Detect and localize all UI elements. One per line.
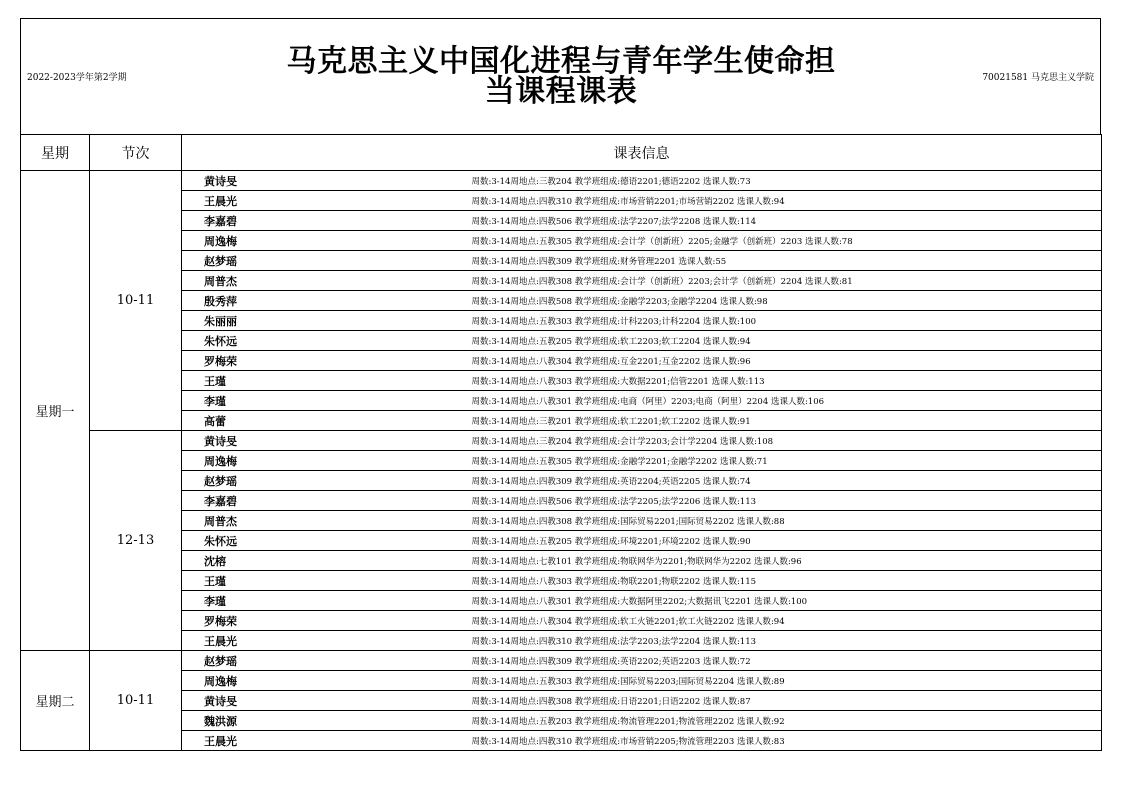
course-info-cell: 周数:3-14周地点:四教310 教学班组成:市场营销2205;物流管理2203 选课人数:83 (342, 731, 1102, 751)
table-row (21, 611, 1102, 631)
table-row (21, 231, 1102, 251)
table-row (21, 251, 1102, 271)
table-row (21, 351, 1102, 371)
teacher-cell: 周普杰 (182, 511, 342, 531)
column-header-info: 课表信息 (182, 135, 1102, 171)
table-row (21, 391, 1102, 411)
teacher-cell: 李瑾 (182, 591, 342, 611)
course-info-cell: 周数:3-14周地点:八教304 教学班组成:互金2201;互金2202 选课人数:96 (342, 351, 1102, 371)
teacher-cell: 黄诗旻 (182, 171, 342, 191)
schedule-body (21, 171, 1102, 751)
course-info-cell: 周数:3-14周地点:四教309 教学班组成:英语2202;英语2203 选课人数:72 (342, 651, 1102, 671)
table-row (21, 571, 1102, 591)
day-cell: 星期二 (21, 651, 90, 751)
table-row (21, 291, 1102, 311)
table-row (21, 491, 1102, 511)
teacher-cell: 罗梅荣 (182, 611, 342, 631)
table-row (21, 731, 1102, 751)
teacher-cell: 周普杰 (182, 271, 342, 291)
course-info-cell: 周数:3-14周地点:四教308 教学班组成:日语2201;日语2202 选课人数:87 (342, 691, 1102, 711)
table-row (21, 511, 1102, 531)
teacher-cell: 魏洪源 (182, 711, 342, 731)
title-line-2: 当课程课表 (484, 74, 638, 109)
teacher-cell: 赵梦瑶 (182, 651, 342, 671)
table-row (21, 311, 1102, 331)
teacher-cell: 王瑾 (182, 371, 342, 391)
teacher-cell: 黄诗旻 (182, 691, 342, 711)
teacher-cell: 朱怀远 (182, 331, 342, 351)
department-label: 70021581 马克思主义学院 (982, 73, 1094, 83)
course-info-cell: 周数:3-14周地点:七教101 教学班组成:物联网华为2201;物联网华为2202 选课人数:96 (342, 551, 1102, 571)
table-row (21, 331, 1102, 351)
table-row (21, 211, 1102, 231)
table-row (21, 651, 1102, 671)
course-info-cell: 周数:3-14周地点:八教303 教学班组成:大数据2201;信管2201 选课人数:113 (342, 371, 1102, 391)
page-title (261, 44, 861, 109)
schedule-table (20, 134, 1102, 751)
period-cell: 10-11 (90, 171, 182, 431)
teacher-cell: 殷秀萍 (182, 291, 342, 311)
teacher-cell: 朱丽丽 (182, 311, 342, 331)
course-info-cell: 周数:3-14周地点:四教506 教学班组成:法学2205;法学2206 选课人数:113 (342, 491, 1102, 511)
table-row (21, 271, 1102, 291)
course-info-cell: 周数:3-14周地点:四教508 教学班组成:金融学2203;金融学2204 选课人数:98 (342, 291, 1102, 311)
table-row (21, 631, 1102, 651)
table-row (21, 191, 1102, 211)
course-info-cell: 周数:3-14周地点:五教203 教学班组成:物流管理2201;物流管理2202 选课人数:92 (342, 711, 1102, 731)
teacher-cell: 朱怀远 (182, 531, 342, 551)
course-info-cell: 周数:3-14周地点:八教304 教学班组成:软工火链2201;软工火链2202 选课人数:94 (342, 611, 1102, 631)
teacher-cell: 周逸梅 (182, 671, 342, 691)
course-info-cell: 周数:3-14周地点:五教205 教学班组成:软工2203;软工2204 选课人数:94 (342, 331, 1102, 351)
column-header-day: 星期 (21, 135, 90, 171)
table-row (21, 711, 1102, 731)
course-info-cell: 周数:3-14周地点:八教301 教学班组成:电商（阿里）2203;电商（阿里）2204 选课人数:106 (342, 391, 1102, 411)
period-cell: 10-11 (90, 651, 182, 751)
course-info-cell: 周数:3-14周地点:五教303 教学班组成:国际贸易2203;国际贸易2204 选课人数:89 (342, 671, 1102, 691)
course-info-cell: 周数:3-14周地点:四教506 教学班组成:法学2207;法学2208 选课人数:114 (342, 211, 1102, 231)
table-row (21, 451, 1102, 471)
course-info-cell: 周数:3-14周地点:三教204 教学班组成:会计学2203;会计学2204 选课人数:108 (342, 431, 1102, 451)
course-info-cell: 周数:3-14周地点:四教310 教学班组成:法学2203;法学2204 选课人数:113 (342, 631, 1102, 651)
course-info-cell: 周数:3-14周地点:五教205 教学班组成:环境2201;环境2202 选课人数:90 (342, 531, 1102, 551)
teacher-cell: 王晨光 (182, 631, 342, 651)
teacher-cell: 李嘉碧 (182, 491, 342, 511)
course-info-cell: 周数:3-14周地点:四教308 教学班组成:国际贸易2201;国际贸易2202 选课人数:88 (342, 511, 1102, 531)
day-cell: 星期一 (21, 171, 90, 651)
course-info-cell: 周数:3-14周地点:五教303 教学班组成:计科2203;计科2204 选课人数:100 (342, 311, 1102, 331)
course-info-cell: 周数:3-14周地点:四教308 教学班组成:会计学（创新班）2203;会计学（创新班）2204 选课人数:81 (342, 271, 1102, 291)
course-info-cell: 周数:3-14周地点:四教310 教学班组成:市场营销2201;市场营销2202 选课人数:94 (342, 191, 1102, 211)
table-row (21, 671, 1102, 691)
period-cell: 12-13 (90, 431, 182, 651)
table-row (21, 591, 1102, 611)
teacher-cell: 王晨光 (182, 191, 342, 211)
teacher-cell: 沈榕 (182, 551, 342, 571)
teacher-cell: 高蕾 (182, 411, 342, 431)
course-info-cell: 周数:3-14周地点:四教309 教学班组成:英语2204;英语2205 选课人数:74 (342, 471, 1102, 491)
course-info-cell: 周数:3-14周地点:三教204 教学班组成:德语2201;德语2202 选课人数:73 (342, 171, 1102, 191)
table-row (21, 691, 1102, 711)
course-info-cell: 周数:3-14周地点:八教301 教学班组成:大数据阿里2202;大数据讯飞2201 选课人数:100 (342, 591, 1102, 611)
table-row (21, 471, 1102, 491)
course-info-cell: 周数:3-14周地点:八教303 教学班组成:物联2201;物联2202 选课人数:115 (342, 571, 1102, 591)
teacher-cell: 赵梦瑶 (182, 251, 342, 271)
teacher-cell: 王晨光 (182, 731, 342, 751)
course-info-cell: 周数:3-14周地点:五教305 教学班组成:金融学2201;金融学2202 选课人数:71 (342, 451, 1102, 471)
teacher-cell: 李瑾 (182, 391, 342, 411)
column-header-period: 节次 (90, 135, 182, 171)
table-row (21, 531, 1102, 551)
table-header-row (21, 135, 1102, 171)
table-row (21, 551, 1102, 571)
table-row (21, 431, 1102, 451)
term-label: 2022-2023学年第2学期 (27, 73, 127, 83)
title-line-1: 马克思主义中国化进程与青年学生使命担 (286, 44, 836, 79)
course-info-cell: 周数:3-14周地点:五教305 教学班组成:会计学（创新班）2205;金融学（创新班）2203 选课人数:78 (342, 231, 1102, 251)
teacher-cell: 黄诗旻 (182, 431, 342, 451)
schedule-sheet (20, 18, 1101, 751)
teacher-cell: 李嘉碧 (182, 211, 342, 231)
teacher-cell: 王瑾 (182, 571, 342, 591)
teacher-cell: 赵梦瑶 (182, 471, 342, 491)
teacher-cell: 周逸梅 (182, 231, 342, 251)
teacher-cell: 周逸梅 (182, 451, 342, 471)
course-info-cell: 周数:3-14周地点:三教201 教学班组成:软工2201;软工2202 选课人数:91 (342, 411, 1102, 431)
table-row (21, 411, 1102, 431)
sheet-header (20, 18, 1101, 134)
table-row (21, 371, 1102, 391)
course-info-cell: 周数:3-14周地点:四教309 教学班组成:财务管理2201 选课人数:55 (342, 251, 1102, 271)
teacher-cell: 罗梅荣 (182, 351, 342, 371)
table-row (21, 171, 1102, 191)
